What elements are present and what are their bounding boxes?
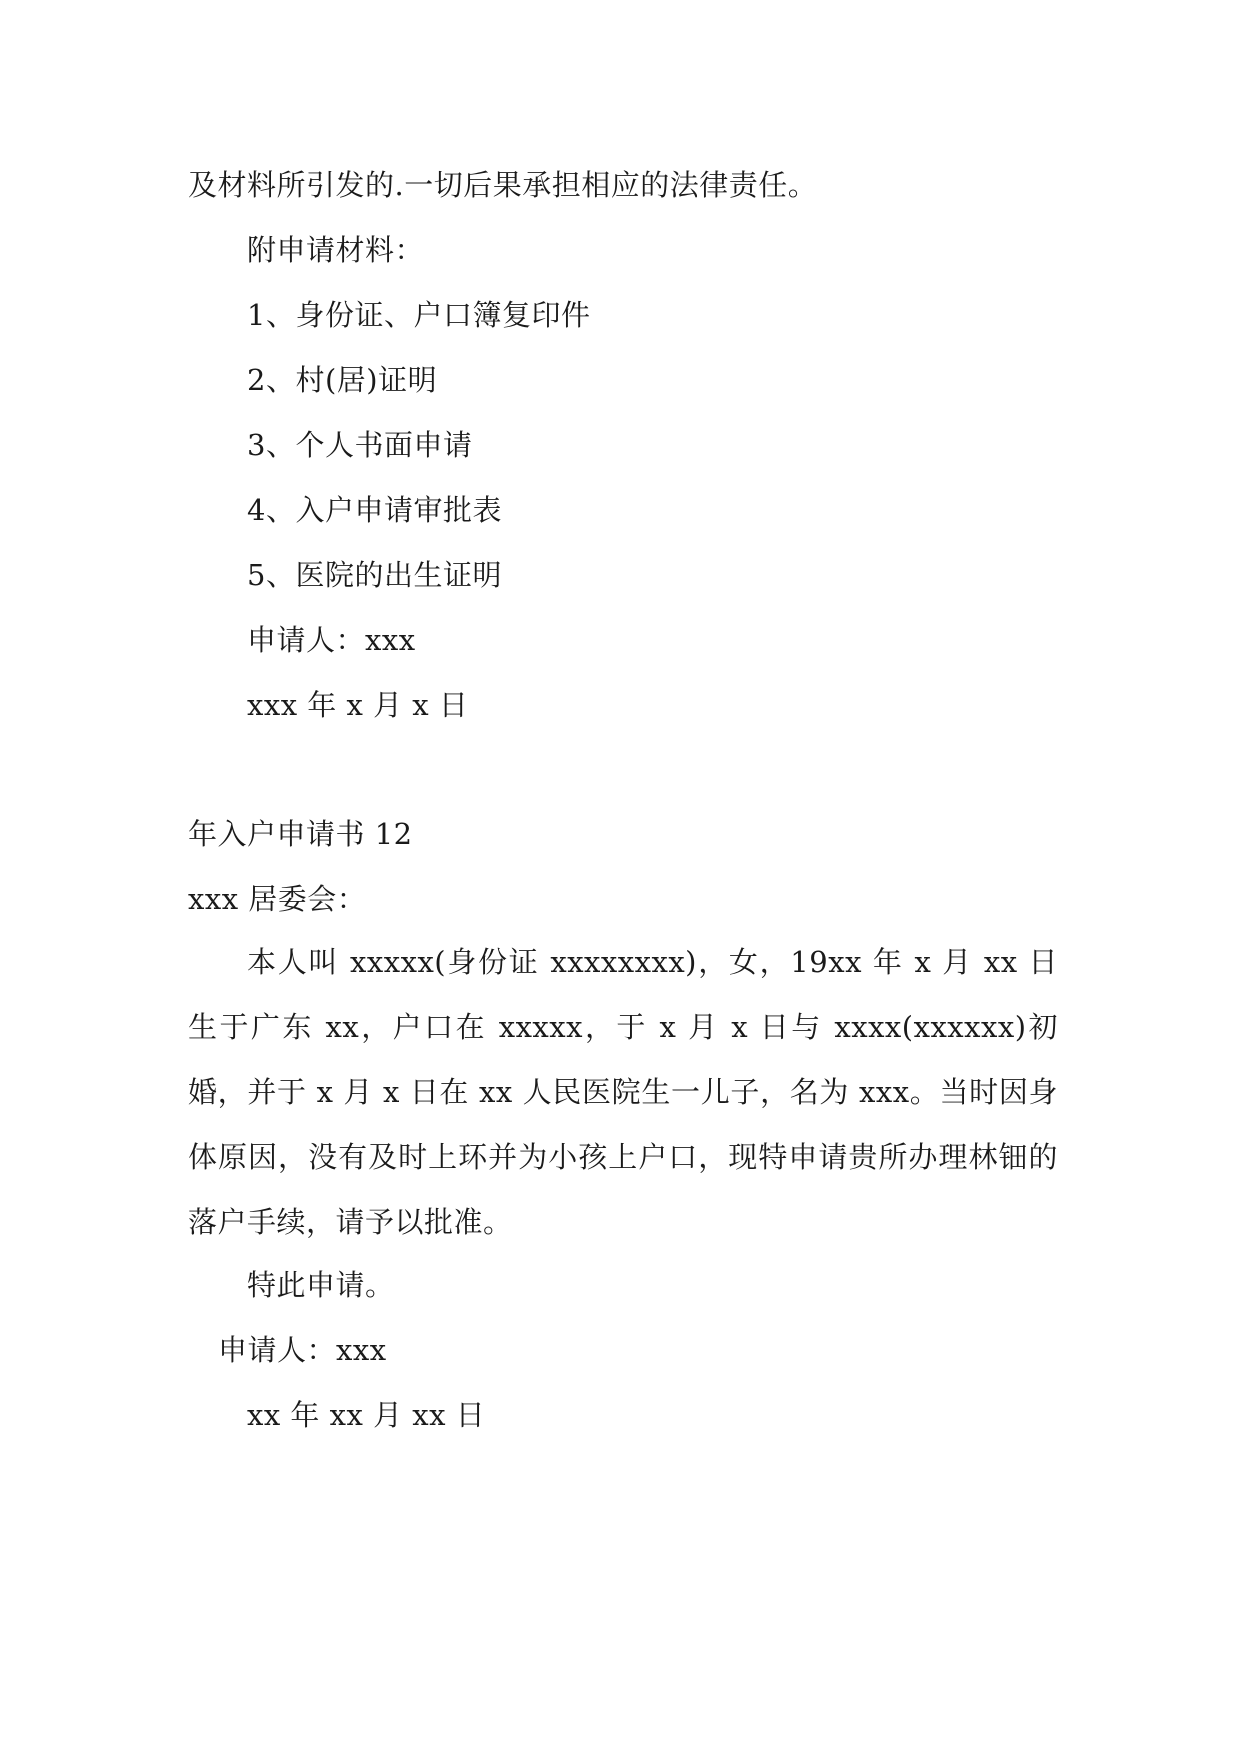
letter-closing: 特此申请。 xyxy=(247,1268,395,1302)
signature-date: xxx 年 x 月 x 日 xyxy=(247,688,469,722)
continuation-text: 及材料所引发的.一切后果承担相应的法律责任。 xyxy=(188,168,818,202)
attachment-item: 5、医院的出生证明 xyxy=(247,558,502,592)
attachment-item: 1、身份证、户口簿复印件 xyxy=(247,298,591,332)
attachments-heading: 附申请材料： xyxy=(247,233,425,267)
letter-applicant: 申请人：xxx xyxy=(218,1333,387,1367)
attachment-item: 4、入户申请审批表 xyxy=(247,493,502,527)
letter-date: xx 年 xx 月 xx 日 xyxy=(247,1398,486,1432)
attachment-item: 3、个人书面申请 xyxy=(247,428,473,462)
applicant-signature: 申请人：xxx xyxy=(247,623,416,657)
letter-body: 本人叫 xxxxx(身份证 xxxxxxxx)，女，19xx 年 x 月 xx 日生于广东 xx，户口在 xxxxx，于 x 月 x 日与 xxxx(xxxxxx)初婚，并于 x 月 x 日在 xx 人民医院生一儿子，名为 xxx。当时因身体原因，没有及时上环并为小孩上户口，现特申请贵所办理林钿的落户手续，请予以批准。 xyxy=(188,945,1058,1239)
letter-title: 年入户申请书 12 xyxy=(188,817,413,851)
attachment-item: 2、村(居)证明 xyxy=(247,363,438,397)
letter-salutation: xxx 居委会： xyxy=(188,882,367,916)
